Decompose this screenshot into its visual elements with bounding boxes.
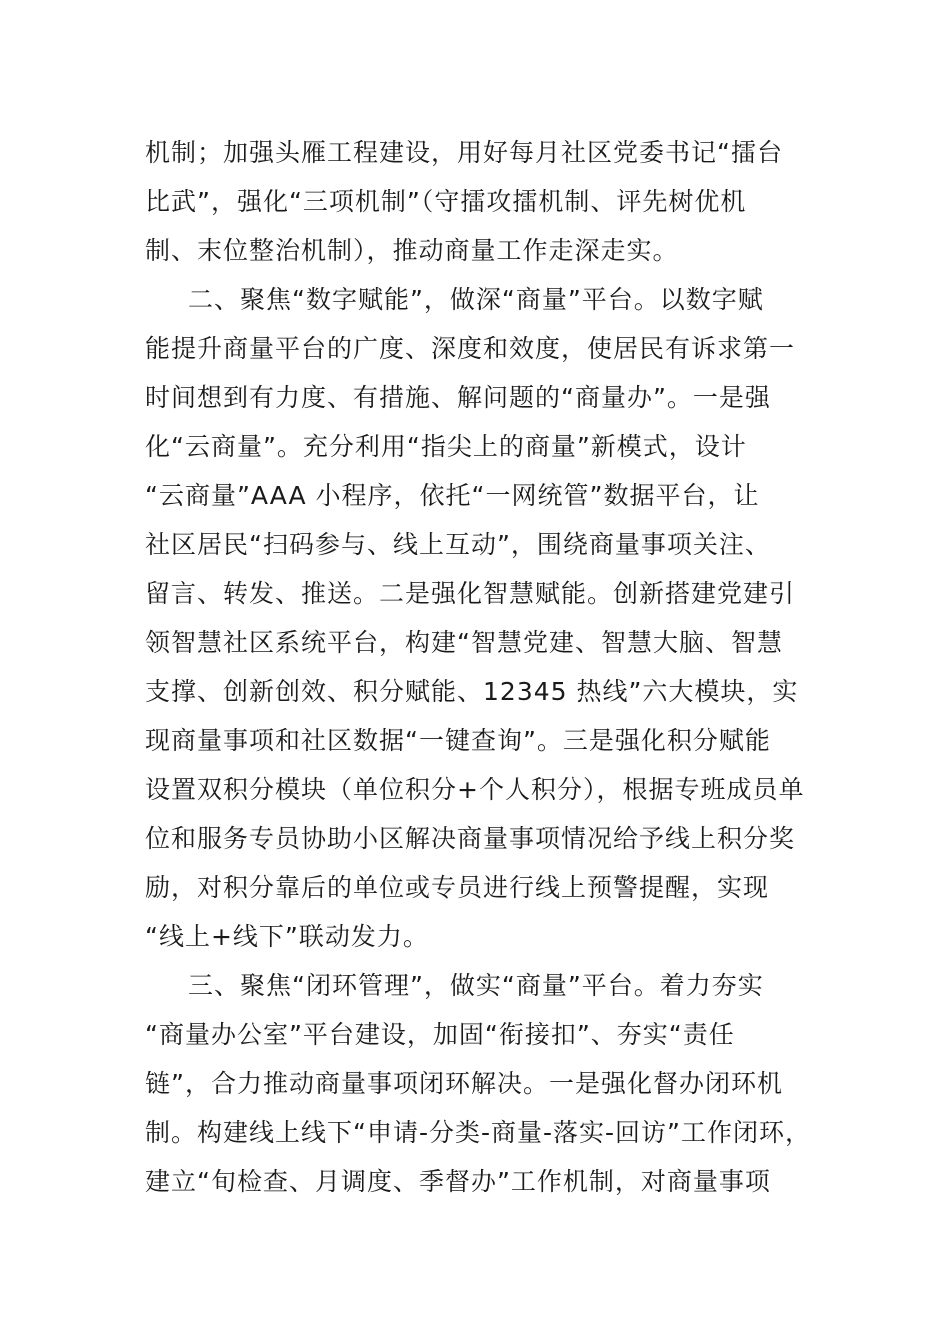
text-line: 位和服务专员协助小区解决商量事项情况给予线上积分奖: [145, 824, 796, 853]
text-line: 社区居民“扫码参与、线上互动”，围绕商量事项关注、: [145, 530, 771, 559]
text-line: 励，对积分靠后的单位或专员进行线上预警提醒，实现: [145, 873, 770, 902]
paragraph-start-line: 二、聚焦“数字赋能”，做深“商量”平台。以数字赋: [188, 285, 764, 314]
paragraph-start-line: 三、聚焦“闭环管理”，做实“商量”平台。着力夯实: [188, 971, 764, 1000]
text-line: 能提升商量平台的广度、深度和效度，使居民有诉求第一: [145, 334, 796, 363]
text-line: 现商量事项和社区数据“一键查询”。三是强化积分赋能: [145, 726, 771, 755]
text-line: 设置双积分模块（单位积分+个人积分），根据专班成员单: [145, 775, 805, 804]
text-line: “云商量”AAA 小程序，依托“一网统管”数据平台，让: [145, 481, 760, 510]
text-line: 机制；加强头雁工程建设，用好每月社区党委书记“擂台: [145, 138, 783, 167]
text-line: 支撑、创新创效、积分赋能、12345 热线”六大模块，实: [145, 677, 799, 706]
text-line: 比武”，强化“三项机制”（守擂攻擂机制、评先树优机: [145, 187, 747, 216]
text-line: 时间想到有力度、有措施、解问题的“商量办”。一是强: [145, 383, 771, 412]
text-line: 制、末位整治机制），推动商量工作走深走实。: [145, 236, 679, 265]
text-line: “线上+线下”联动发力。: [145, 922, 429, 951]
text-line: 链”，合力推动商量事项闭环解决。一是强化督办闭环机: [145, 1069, 783, 1098]
text-line: 留言、转发、推送。二是强化智慧赋能。创新搭建党建引: [145, 579, 796, 608]
text-line: 领智慧社区系统平台，构建“智慧党建、智慧大脑、智慧: [145, 628, 783, 657]
text-line: 化“云商量”。充分利用“指尖上的商量”新模式，设计: [145, 432, 747, 461]
text-line: “商量办公室”平台建设，加固“衔接扣”、夯实“责任: [145, 1020, 735, 1049]
text-line: 建立“旬检查、月调度、季督办”工作机制，对商量事项: [145, 1167, 771, 1196]
text-line: 制。构建线上线下“申请-分类-商量-落实-回访”工作闭环，: [145, 1118, 811, 1147]
